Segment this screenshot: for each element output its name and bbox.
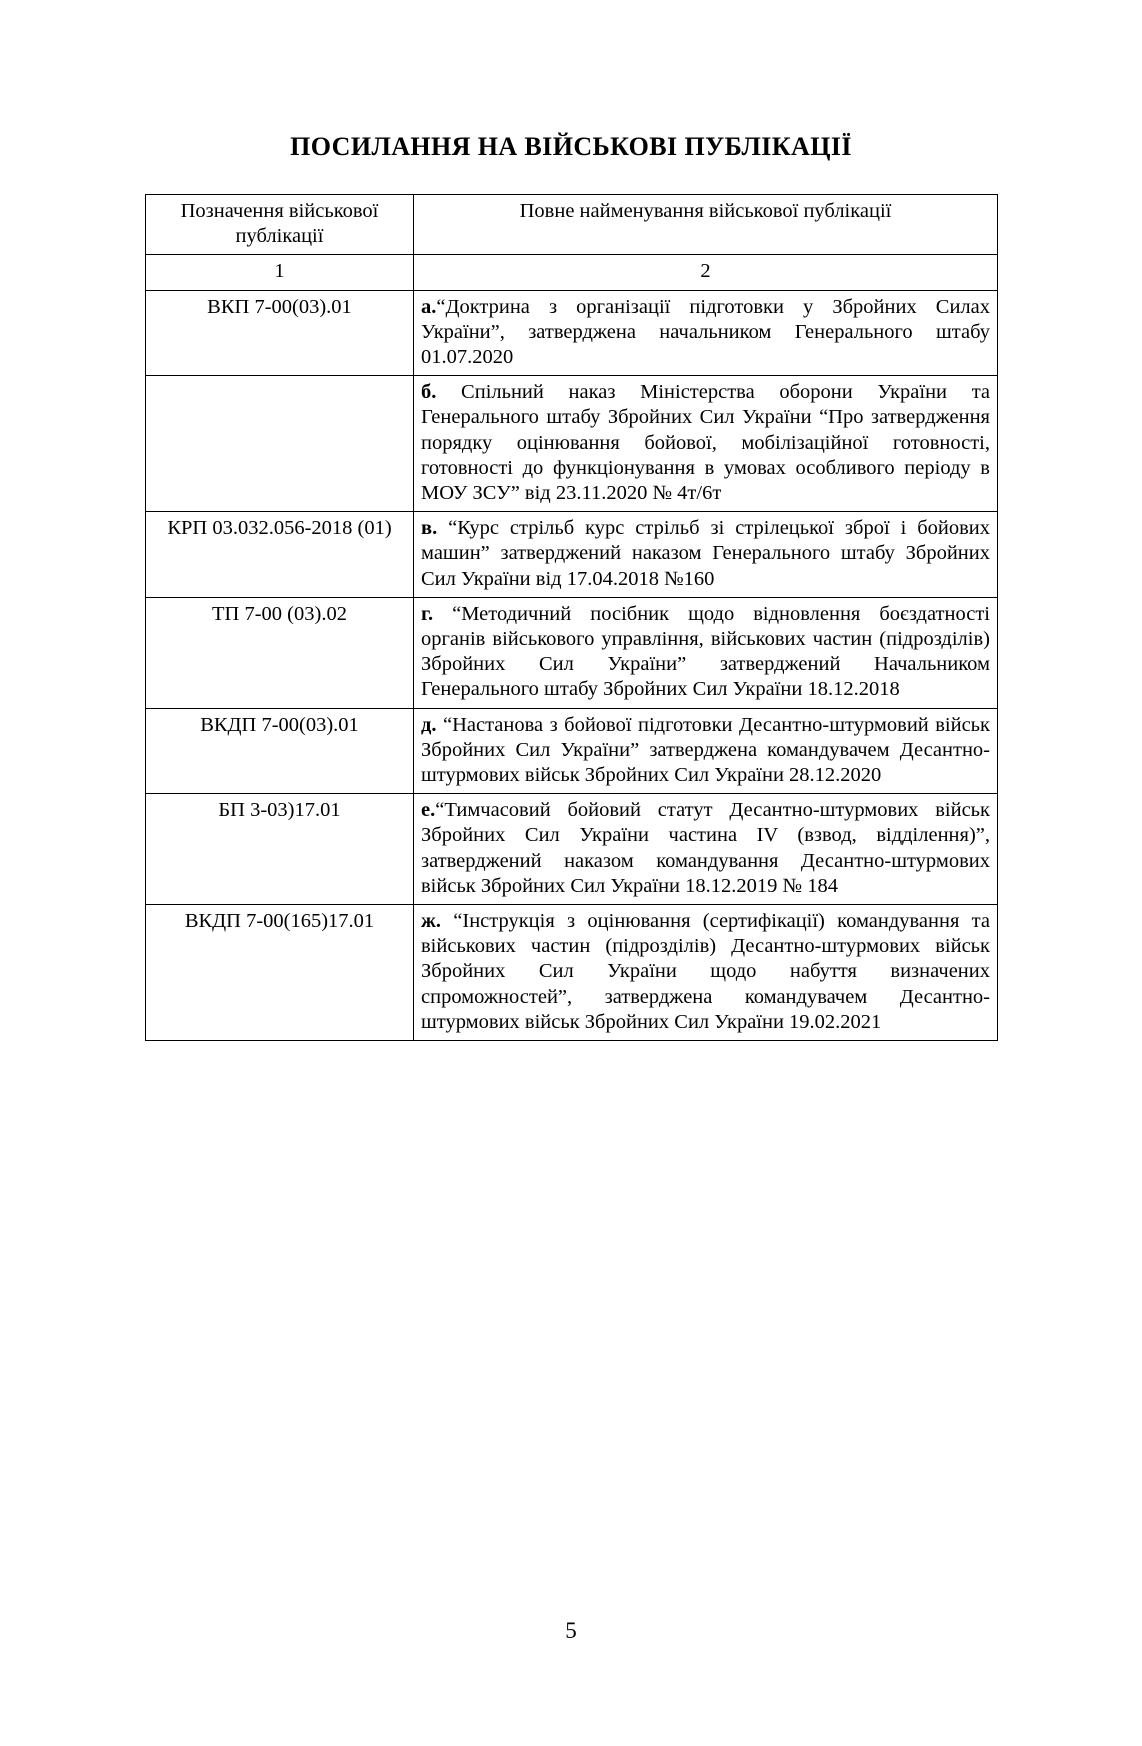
publication-code: ВКДП 7-00(03).01 xyxy=(146,708,414,794)
column-header-full-name: Повне найменування військової публікації xyxy=(414,195,998,255)
item-text: “Тимчасовий бойовий статут Десантно-штурмових військ Збройних Сил України частина IV (взвод, відділення)”, затверджений наказом командування Десантно-штурмових військ Збройних Сил України 18.12.2019 № 184 xyxy=(421,799,990,897)
page-title: ПОСИЛАННЯ НА ВІЙСЬКОВІ ПУБЛІКАЦІЇ xyxy=(290,132,852,161)
column-number-1: 1 xyxy=(146,255,414,290)
publication-description xyxy=(414,708,998,794)
publication-code: КРП 03.032.056-2018 (01) xyxy=(146,512,414,598)
item-label: г. xyxy=(421,602,434,625)
publication-description xyxy=(414,290,998,376)
item-text: “Методичний посібник щодо відновлення боєздатності органів військового управління, військових частин (підрозділів) Збройних Сил України” затверджений Начальником Генерального штабу Збройних Сил України 18.12.2018 xyxy=(421,602,991,701)
item-label: д. xyxy=(421,713,437,736)
table-row xyxy=(146,905,998,1041)
publication-code: ВКП 7-00(03).01 xyxy=(146,290,414,376)
publication-description xyxy=(414,794,998,905)
publication-description xyxy=(414,512,998,598)
document-page xyxy=(0,132,1142,1746)
item-label: а. xyxy=(421,295,437,318)
publication-code: ВКДП 7-00(165)17.01 xyxy=(146,905,414,1041)
page-number: 5 xyxy=(565,1618,577,1643)
table-column-number-row xyxy=(146,255,998,290)
item-label: б. xyxy=(421,381,437,404)
item-text: “Інструкція з оцінювання (сертифікації) командування та військових частин (підрозділів) Десантно-штурмових військ Збройних Сил України щодо набуття визначених спроможностей”, затверджена командувачем Десантно-штурмових військ Збройних Сил України 19.02.2021 xyxy=(421,910,990,1033)
publication-description xyxy=(414,376,998,512)
item-label: в. xyxy=(421,517,438,540)
publication-description xyxy=(414,905,998,1041)
table-row xyxy=(146,512,998,598)
table-row xyxy=(146,376,998,512)
column-header-designation: Позначення військової публікації xyxy=(146,195,414,255)
column-number-2: 2 xyxy=(414,255,998,290)
item-label: е. xyxy=(421,799,436,822)
table-row xyxy=(146,794,998,905)
item-text: “Настанова з бойової підготовки Десантно-штурмовий військ Збройних Сил України” затверджена командувачем Десантно-штурмових військ Збройних Сил України 28.12.2020 xyxy=(421,713,990,787)
table-header-row xyxy=(146,195,998,255)
item-text: Спільний наказ Міністерства оборони України та Генерального штабу Збройних Сил України “Про затвердження порядку оцінювання бойової, мобілізаційної готовності, готовності до функціонування в умовах особливого періоду в МОУ ЗСУ” від 23.11.2020 № 4т/6т xyxy=(421,381,990,505)
publication-description xyxy=(414,597,998,708)
item-label: ж. xyxy=(421,910,441,933)
table-row xyxy=(146,597,998,708)
table-row xyxy=(146,290,998,376)
item-text: “Курс стрільб курс стрільб зі стрілецької зброї і бойових машин” затверджений наказом Генерального штабу Збройних Сил України від 17.04.2018 №160 xyxy=(421,517,991,590)
publications-table-container xyxy=(145,194,997,1041)
publication-code: ТП 7-00 (03).02 xyxy=(146,597,414,708)
item-text: “Доктрина з організації підготовки у Збройних Силах України”, затверджена начальником Генерального штабу 01.07.2020 xyxy=(421,295,990,369)
publication-code: БП 3-03)17.01 xyxy=(146,794,414,905)
publications-table xyxy=(145,194,998,1041)
table-row xyxy=(146,708,998,794)
publication-code xyxy=(146,376,414,512)
